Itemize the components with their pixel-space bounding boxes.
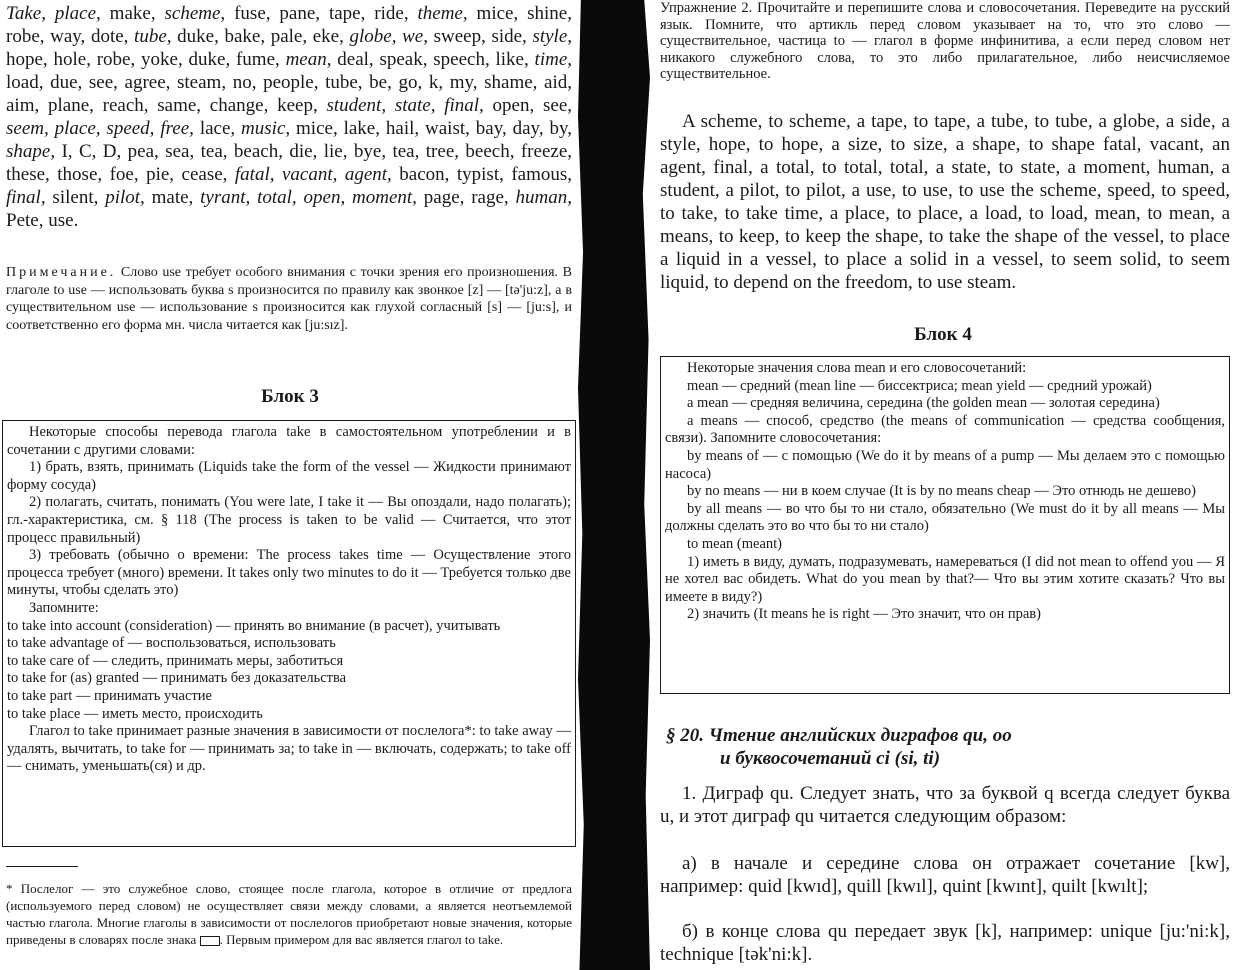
blok-3-line: to take part — принимать участие — [7, 687, 212, 704]
word-run: silent, — [45, 187, 106, 208]
blok-3-line: to take care of — следить, принимать меры, заботиться — [7, 652, 344, 669]
blok-4-line: by means of — с помощью (We do it by means of a pump — Мы делаем это с помощью насоса) — [665, 447, 1225, 482]
word-run: we, — [396, 26, 428, 47]
blok-4-line: 1) иметь в виду, думать, подразумевать, намереваться (I did not mean to offend you — Я не хотел вас обидеть. What do you mean by that?— Что вы этим хотите сказать? Что вы имеете в виду?) — [665, 553, 1225, 605]
word-run: Take, place, — [6, 3, 101, 24]
left-page — [0, 0, 580, 970]
footnote-rule — [6, 866, 78, 867]
blok-3-line: to take into account (consideration) — принять во внимание (в расчет), учитывать — [7, 617, 501, 634]
footnote-text-a: * Послелог — это служебное слово, стоящее после глагола, которое в отличие от предлога (используемого перед словом) не осуществляет связи между словами, а является неотъемлемой частью глагола. Многие глаголы в зависимости от послелогов приобретают новые значения, которые приведены в словарях после знака — [6, 881, 572, 947]
section-20-line-1: § 20. Чтение английских диграфов qu, oo — [666, 725, 1012, 746]
word-list — [6, 2, 572, 232]
word-run: mean, — [285, 49, 332, 70]
blok-3-line: 1) брать, взять, принимать (Liquids take the form of the vessel — Жидкости принимают форму сосуда) — [7, 459, 571, 493]
word-run: scheme, — [164, 3, 226, 24]
blok-4-line: 2) значить (It means he is right — Это значит, что он прав) — [687, 606, 1041, 623]
blok-4-content — [665, 360, 1225, 624]
word-run: theme, — [417, 3, 468, 24]
blok-4-box — [660, 356, 1230, 694]
footnote-text-b: . Первым примером для вас является глагол to take. — [219, 932, 504, 947]
digraph-qu-intro: 1. Диграф qu. Следует знать, что за буквой q всегда следует буква u, и этот диграф qu читается следующим образом: — [660, 783, 1230, 827]
blok-3-title: Блок 3 — [261, 386, 319, 407]
word-run: pilot, — [105, 187, 145, 208]
blok-4-line: mean — средний (mean line — биссектриса; mean yield — средний урожай) — [687, 377, 1152, 394]
note-label: Примечание. — [6, 265, 117, 280]
blok-3-line: 2) полагать, считать, понимать (You were late, I take it — Вы опоздали, надо полагать); гл.-характеристика, см. § 118 (The process is taken to be valid — Считается, что этот процесс правильный) — [7, 494, 571, 546]
word-run: hope, hole, robe, yoke, duke, fume, — [6, 49, 286, 70]
word-run: music, — [241, 118, 291, 139]
word-run: student, state, final, — [326, 95, 484, 116]
word-run: shape, — [6, 141, 56, 162]
note-paragraph — [6, 264, 572, 334]
word-run: load, due, see, agree, steam, no, people, tube, be, go, k, my, shame, aid, aim, plane, reach, same, change, keep, — [6, 72, 572, 116]
blok-4-line: a means — способ, средство (the means of communication — средства сообщения, связи). Запомните словосочетания: — [665, 412, 1225, 447]
blok-4-line: by no means — ни в коем случае (It is by no means cheap — Это отнюдь не дешево) — [687, 483, 1196, 500]
word-run: globe, — [349, 26, 397, 47]
blok-3-content — [7, 424, 571, 776]
blok-4-line: to mean (meant) — [687, 535, 783, 552]
word-run: sweep, side, — [427, 26, 533, 47]
word-run: tube, — [134, 26, 172, 47]
section-20-line-2: и буквосочетаний ci (si, ti) — [720, 748, 941, 769]
blok-4-line: Некоторые значения слова mean и его словосочетаний: — [687, 360, 1027, 376]
blok-3-line: Глагол to take принимает разные значения в зависимости от послелога*: to take away — удалять, вычитать, to take for — принимать за; to take in — включать, содержать; to take off — снимать, уменьшать(ся) и др. — [7, 723, 571, 775]
blok-3-line: Запомните: — [29, 599, 99, 616]
blok-3-line: 3) требовать (обычно о времени: The process takes time — Осуществление этого процесса требует (много) времени. It takes only two minutes to do it — Требуется только две минуты, чтобы сделать это) — [7, 547, 571, 599]
exercise-2-words: A scheme, to scheme, a tape, to tape, a tube, to tube, a globe, a side, a style, hope, to hope, a size, to size, a shape, to shape fatal, vacant, an agent, final, a total, to total, total, a state, to state, a moment, human, a student, a pilot, to pilot, a use, to use, to use the scheme, speed, to speed, to take, to take time, a place, to place, a load, to load, mean, to mean, a means, to keep, to keep the shape, to take the shape of the vessel, to place a liquid in a vessel, to place a solid in a vessel, to seem solid, to seem liquid, to depend on the freedom, to use steam. — [660, 111, 1230, 293]
word-run: tyrant, total, open, moment, — [200, 187, 417, 208]
dictionary-mark-icon — [200, 936, 220, 946]
exercise-2-instructions: Упражнение 2. Прочитайте и перепишите слова и словосочетания. Переведите на русский язык. Помните, что артикль перед словом указывает на то, что это слово — существительное, частица to — глагол в форме инфинитива, а если перед словом нет никакого служебного слова, то это либо прилагательное, либо неисчисляемое существительное. — [660, 0, 1230, 82]
note-text: Слово use требует особого внимания с точки зрения его произношения. В глаголе to use — использовать буква s произносится по правилу как звонкое [z] — [tə'ju:z], а в существительном use — использование s произносится как глухой согласный [s] — [ju:s], и соответственно его форма мн. числа читается как [ju:sız]. — [6, 265, 572, 333]
blok-4-line: by all means — во что бы то ни стало, обязательно (We must do it by all means — Мы должны сделать это во что бы то ни стало) — [665, 500, 1225, 535]
word-run: fuse, pane, tape, ride, — [225, 3, 418, 24]
blok-3-line: to take advantage of — воспользоваться, использовать — [7, 635, 336, 652]
word-run: seem, place, speed, free, — [6, 118, 194, 139]
word-run: time, — [534, 49, 573, 70]
word-run: lace, — [193, 118, 242, 139]
word-run: page, rage, — [416, 187, 516, 208]
right-page — [650, 0, 1236, 970]
word-run: open, see, — [483, 95, 572, 116]
footnote — [6, 880, 572, 948]
blok-3-line: Некоторые способы перевода глагола take в самостоятельном употреблении и в сочетании с другими словами: — [7, 424, 571, 458]
word-run: bacon, typist, famous, — [391, 164, 573, 185]
blok-4-line: a mean — средняя величина, середина (the golden mean — золотая середина) — [687, 395, 1160, 412]
blok-3-box — [2, 420, 576, 847]
word-run: mate, — [144, 187, 201, 208]
word-run: make, — [100, 3, 165, 24]
word-run: human, — [515, 187, 572, 208]
word-run: mice, shine, robe, way, dote, — [6, 3, 572, 47]
word-run: style, — [532, 26, 573, 47]
word-run: duke, bake, pale, eke, — [171, 26, 350, 47]
word-run: deal, speak, speech, like, — [331, 49, 535, 70]
word-run: Pete, use. — [6, 210, 79, 231]
word-run: mice, lake, hail, waist, bay, day, by, — [290, 118, 572, 139]
word-run: fatal, vacant, agent, — [234, 164, 392, 185]
blok-4-title: Блок 4 — [914, 324, 972, 345]
digraph-qu-rule-b: б) в конце слова qu передает звук [k], например: unique [ju:'ni:k], technique [tək'ni:k]. — [660, 921, 1230, 965]
section-20-heading — [666, 724, 1206, 770]
blok-3-line: to take for (as) granted — принимать без доказательства — [7, 670, 347, 687]
word-run: final, — [6, 187, 46, 208]
word-run: I, C, D, pea, sea, tea, beach, die, lie, bye, tea, tree, beech, freeze, these, those, foe, pie, cease, — [6, 141, 572, 185]
blok-3-line: to take place — иметь место, происходить — [7, 705, 263, 722]
torn-page-gap — [578, 0, 650, 970]
digraph-qu-rule-a: а) в начале и середине слова он отражает сочетание [kw], например: quid [kwıd], quill [kwıl], quint [kwınt], quilt [kwılt]; — [660, 853, 1230, 897]
